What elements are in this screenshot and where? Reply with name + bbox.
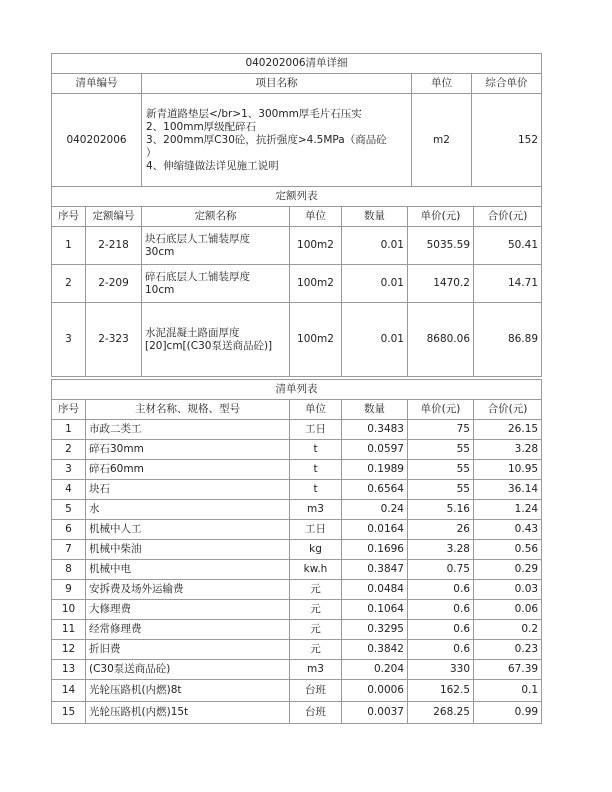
- quota-name-line: [20]cm[(C30泵送商品砼)]: [145, 339, 273, 352]
- quota-qty: 0.01: [342, 303, 408, 377]
- material-name: 水: [86, 500, 290, 520]
- material-no: 12: [52, 640, 86, 660]
- material-total: 10.95: [474, 460, 542, 480]
- table-row: [52, 640, 542, 660]
- quota-name-line: 水泥混凝土路面厚度: [145, 326, 240, 339]
- table-row: [52, 680, 542, 702]
- materials-table: [51, 379, 542, 724]
- material-no: 9: [52, 580, 86, 600]
- quota-name: [142, 303, 290, 377]
- item-price: 152: [472, 94, 542, 187]
- desc-line: ）: [146, 146, 157, 159]
- material-total: 3.28: [474, 440, 542, 460]
- quota-name-line: 碎石底层人工铺装厚度: [145, 270, 250, 283]
- material-name: 经常修理费: [86, 620, 290, 640]
- material-total: 36.14: [474, 480, 542, 500]
- material-total: 67.39: [474, 660, 542, 680]
- material-name: 碎石60mm: [86, 460, 290, 480]
- material-price: 0.6: [408, 580, 474, 600]
- material-unit: 台班: [290, 702, 342, 724]
- quota-unit: 100m2: [290, 227, 342, 265]
- material-no: 8: [52, 560, 86, 580]
- material-name: 安拆费及场外运输费: [86, 580, 290, 600]
- material-unit: 工日: [290, 420, 342, 440]
- item-description: [142, 94, 412, 187]
- material-total: 0.23: [474, 640, 542, 660]
- material-no: 14: [52, 680, 86, 702]
- quota-unit: 100m2: [290, 303, 342, 377]
- desc-line: 3、200mm厚C30砼，抗折强度>4.5MPa（商品砼: [146, 133, 387, 146]
- quota-name: [142, 265, 290, 303]
- material-qty: 0.0037: [342, 702, 408, 724]
- material-price: 3.28: [408, 540, 474, 560]
- table-row: [52, 660, 542, 680]
- material-price: 0.6: [408, 620, 474, 640]
- material-unit: 元: [290, 620, 342, 640]
- material-total: 0.2: [474, 620, 542, 640]
- material-no: 15: [52, 702, 86, 724]
- table-row: [52, 480, 542, 500]
- desc-line: 2、100mm厚级配碎石: [146, 120, 257, 133]
- material-price: 5.16: [408, 500, 474, 520]
- quota-code: 2-218: [86, 227, 142, 265]
- quota-header-name: 定额名称: [142, 207, 290, 227]
- material-total: 0.1: [474, 680, 542, 702]
- material-name: 机械中电: [86, 560, 290, 580]
- desc-line: 4、伸缩缝做法详见施工说明: [146, 159, 279, 172]
- header-unit: 单位: [412, 74, 472, 94]
- material-qty: 0.3847: [342, 560, 408, 580]
- material-unit: m3: [290, 500, 342, 520]
- material-total: 1.24: [474, 500, 542, 520]
- table-row: [52, 540, 542, 560]
- quota-section-title: 定额列表: [52, 187, 542, 207]
- quota-total: 14.71: [474, 265, 542, 303]
- mat-header-name: 主材名称、规格、型号: [86, 400, 290, 420]
- material-unit: m3: [290, 660, 342, 680]
- material-name: 光轮压路机(内燃)8t: [86, 680, 290, 702]
- material-total: 0.29: [474, 560, 542, 580]
- table-row: [52, 560, 542, 580]
- quota-table: [51, 186, 542, 377]
- item-table: [51, 53, 542, 187]
- table-row: [52, 460, 542, 480]
- material-no: 6: [52, 520, 86, 540]
- table-row: [52, 265, 542, 303]
- quota-no: 2: [52, 265, 86, 303]
- table-row: [52, 440, 542, 460]
- header-code: 清单编号: [52, 74, 142, 94]
- quota-name-line: 块石底层人工铺装厚度: [145, 232, 250, 245]
- material-total: 0.03: [474, 580, 542, 600]
- material-name: 大修理费: [86, 600, 290, 620]
- material-no: 13: [52, 660, 86, 680]
- material-unit: 工日: [290, 520, 342, 540]
- material-total: 0.06: [474, 600, 542, 620]
- material-price: 75: [408, 420, 474, 440]
- quota-no: 1: [52, 227, 86, 265]
- header-price: 综合单价: [472, 74, 542, 94]
- material-price: 0.75: [408, 560, 474, 580]
- table-row: [52, 500, 542, 520]
- quota-header-total: 合价(元): [474, 207, 542, 227]
- material-no: 5: [52, 500, 86, 520]
- material-qty: 0.3483: [342, 420, 408, 440]
- material-unit: 元: [290, 640, 342, 660]
- material-unit: kg: [290, 540, 342, 560]
- quota-qty: 0.01: [342, 265, 408, 303]
- quota-code: 2-323: [86, 303, 142, 377]
- materials-section-title: 清单列表: [52, 380, 542, 400]
- table-row: [52, 520, 542, 540]
- material-price: 330: [408, 660, 474, 680]
- quota-header-qty: 数量: [342, 207, 408, 227]
- quota-unit: 100m2: [290, 265, 342, 303]
- material-qty: 0.3842: [342, 640, 408, 660]
- quota-header-code: 定额编号: [86, 207, 142, 227]
- material-no: 4: [52, 480, 86, 500]
- quota-code: 2-209: [86, 265, 142, 303]
- quota-name-line: 10cm: [145, 283, 175, 296]
- item-code: 040202006: [52, 94, 142, 187]
- material-qty: 0.0164: [342, 520, 408, 540]
- quota-price: 1470.2: [408, 265, 474, 303]
- quota-no: 3: [52, 303, 86, 377]
- material-unit: t: [290, 480, 342, 500]
- material-qty: 0.3295: [342, 620, 408, 640]
- material-name: 折旧费: [86, 640, 290, 660]
- page-title: 040202006清单详细: [52, 54, 542, 74]
- material-name: 机械中人工: [86, 520, 290, 540]
- material-name: 块石: [86, 480, 290, 500]
- material-name: 光轮压路机(内燃)15t: [86, 702, 290, 724]
- quota-total: 50.41: [474, 227, 542, 265]
- mat-header-total: 合价(元): [474, 400, 542, 420]
- material-price: 268.25: [408, 702, 474, 724]
- material-no: 11: [52, 620, 86, 640]
- quota-total: 86.89: [474, 303, 542, 377]
- material-qty: 0.6564: [342, 480, 408, 500]
- material-no: 3: [52, 460, 86, 480]
- material-no: 2: [52, 440, 86, 460]
- material-qty: 0.0484: [342, 580, 408, 600]
- material-price: 55: [408, 480, 474, 500]
- material-unit: 元: [290, 600, 342, 620]
- material-no: 10: [52, 600, 86, 620]
- mat-header-no: 序号: [52, 400, 86, 420]
- material-no: 7: [52, 540, 86, 560]
- material-qty: 0.0006: [342, 680, 408, 702]
- item-unit: m2: [412, 94, 472, 187]
- quota-price: 8680.06: [408, 303, 474, 377]
- table-row: [52, 227, 542, 265]
- material-total: 0.99: [474, 702, 542, 724]
- quota-price: 5035.59: [408, 227, 474, 265]
- desc-line: 新青道路垫层</br>1、300mm厚毛片石压实: [146, 107, 362, 120]
- material-price: 162.5: [408, 680, 474, 702]
- table-row: [52, 303, 542, 377]
- materials-rows: [52, 420, 542, 724]
- material-price: 55: [408, 440, 474, 460]
- table-row: [52, 620, 542, 640]
- table-row: [52, 420, 542, 440]
- material-total: 0.56: [474, 540, 542, 560]
- material-unit: t: [290, 440, 342, 460]
- mat-header-qty: 数量: [342, 400, 408, 420]
- quota-header-price: 单价(元): [408, 207, 474, 227]
- table-row: [52, 600, 542, 620]
- material-total: 0.43: [474, 520, 542, 540]
- material-price: 0.6: [408, 600, 474, 620]
- material-no: 1: [52, 420, 86, 440]
- material-total: 26.15: [474, 420, 542, 440]
- table-row: [52, 580, 542, 600]
- material-price: 26: [408, 520, 474, 540]
- quota-header-unit: 单位: [290, 207, 342, 227]
- material-unit: t: [290, 460, 342, 480]
- material-qty: 0.0597: [342, 440, 408, 460]
- material-name: 市政二类工: [86, 420, 290, 440]
- material-unit: 元: [290, 580, 342, 600]
- material-qty: 0.1696: [342, 540, 408, 560]
- quota-header-no: 序号: [52, 207, 86, 227]
- material-qty: 0.24: [342, 500, 408, 520]
- header-name: 项目名称: [142, 74, 412, 94]
- material-price: 0.6: [408, 640, 474, 660]
- mat-header-price: 单价(元): [408, 400, 474, 420]
- quota-name-line: 30cm: [145, 245, 175, 258]
- material-qty: 0.204: [342, 660, 408, 680]
- material-unit: 台班: [290, 680, 342, 702]
- material-qty: 0.1064: [342, 600, 408, 620]
- quota-name: [142, 227, 290, 265]
- material-qty: 0.1989: [342, 460, 408, 480]
- table-row: [52, 702, 542, 724]
- material-name: 机械中柴油: [86, 540, 290, 560]
- material-name: 碎石30mm: [86, 440, 290, 460]
- quota-qty: 0.01: [342, 227, 408, 265]
- material-price: 55: [408, 460, 474, 480]
- material-unit: kw.h: [290, 560, 342, 580]
- mat-header-unit: 单位: [290, 400, 342, 420]
- material-name: (C30泵送商品砼): [86, 660, 290, 680]
